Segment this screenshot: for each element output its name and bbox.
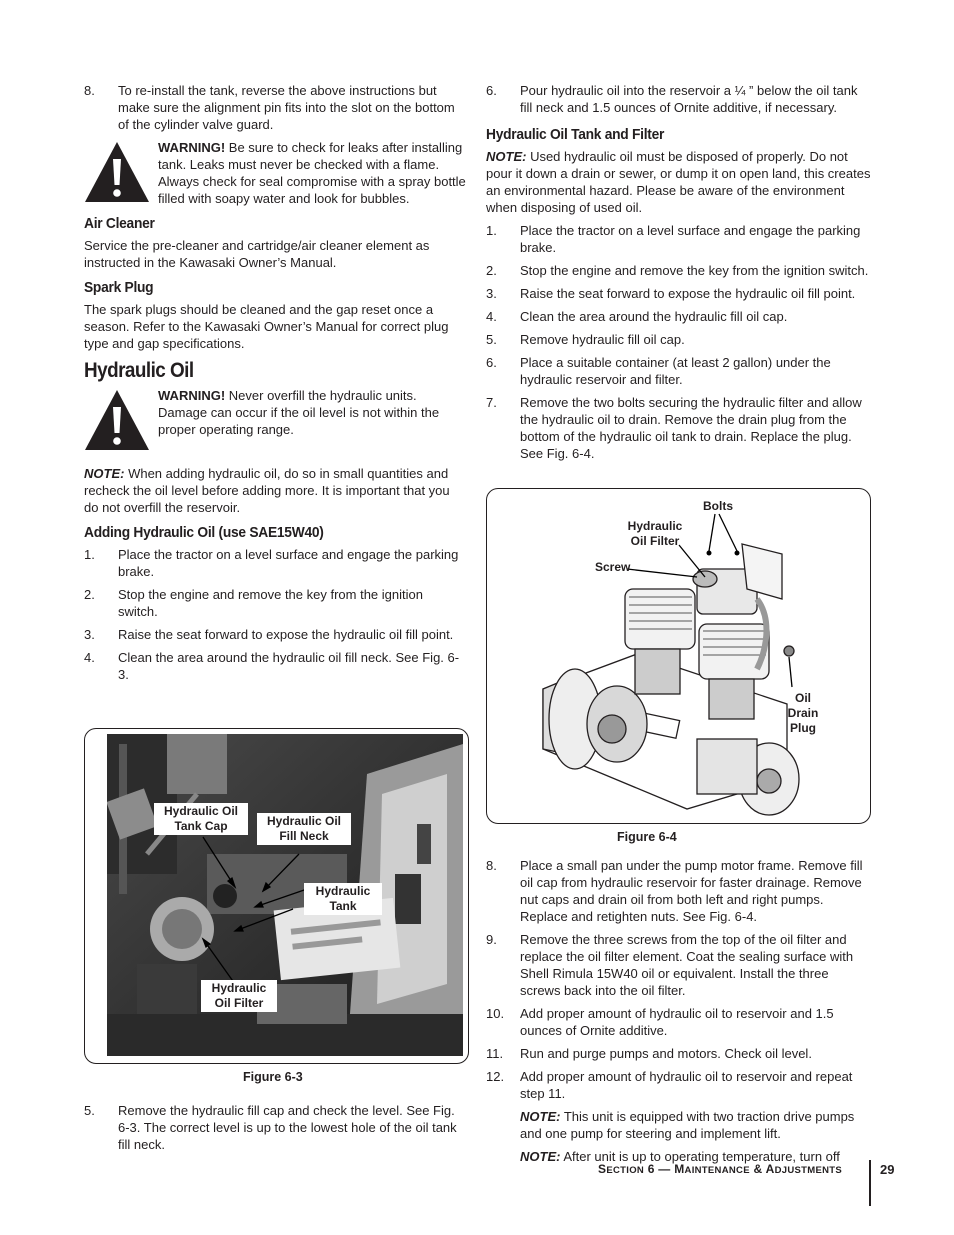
- figure-6-4-frame: [486, 488, 871, 824]
- step-5: 5. Remove the hydraulic fill cap and check the level. See Fig. 6-3. The correct level is up to the lowest hole of the oil tank fill neck.: [84, 1103, 457, 1152]
- heading-adding-hydraulic-oil: Adding Hydraulic Oil (use SAE15W40): [84, 524, 324, 541]
- list-item: 1. Place the tractor on a level surface and engage the parking brake.: [84, 547, 459, 579]
- figure-6-3-leaders: [85, 729, 468, 1063]
- label-hydraulic-tank: Hydraulic Tank: [304, 883, 382, 915]
- list-item: 3. Raise the seat forward to expose the hydraulic oil fill point.: [84, 627, 454, 642]
- note-small-quantities: NOTE: When adding hydraulic oil, do so in small quantities and recheck the oil level before adding more. It is important that you do not overfill the reservoir.: [84, 466, 450, 515]
- list-item: 11. Run and purge pumps and motors. Check oil level.: [486, 1046, 812, 1061]
- adding-steps-list: [84, 546, 466, 683]
- right-column: [486, 82, 871, 468]
- figure-6-4-caption: Figure 6-4: [617, 830, 677, 844]
- warning-leaks: WARNING! Be sure to check for leaks after installing tank. Leaks must never be checked with a flame. Always check for seal compromise with a spray bottle filled with soapy water and look for bubbles.: [84, 139, 466, 207]
- right-column-bottom: [486, 857, 871, 1171]
- list-item: 3. Raise the seat forward to expose the hydraulic oil fill point.: [486, 286, 856, 301]
- footer-divider: [869, 1160, 871, 1206]
- label-hydraulic-oil-fill-neck: Hydraulic Oil Fill Neck: [257, 813, 351, 845]
- heading-spark-plug: Spark Plug: [84, 279, 154, 296]
- list-item: 6. Place a suitable container (at least 2 gallon) under the hydraulic reservoir and filter.: [486, 355, 831, 387]
- list-item: 4. Clean the area around the hydraulic oil fill neck. See Fig. 6-3.: [84, 650, 460, 682]
- list-item: 4. Clean the area around the hydraulic fill oil cap.: [486, 309, 788, 324]
- left-column: [84, 82, 466, 689]
- warning-exclamation-icon: [84, 141, 150, 203]
- list-item: 2. Stop the engine and remove the key from the ignition switch.: [84, 587, 423, 619]
- step-8: 8. To re-install the tank, reverse the above instructions but make sure the alignment pin fits into the slot on the bottom of the cylinder valve guard.: [84, 83, 455, 132]
- list-item: 2. Stop the engine and remove the key from the ignition switch.: [486, 263, 869, 278]
- label-oil-drain-plug: Oil Drain Plug: [787, 691, 819, 735]
- list-item: 8. Place a small pan under the pump motor frame. Remove fill oil cap from hydraulic reservoir for faster drainage. Remove nut caps and drain oil from both left and right pumps. Replace and retighten nuts. See Fig. 6-4.: [486, 858, 863, 924]
- air-cleaner-text: Service the pre-cleaner and cartridge/air cleaner element as instructed in the Kawasaki Owner’s Manual.: [84, 238, 430, 270]
- tank-filter-steps-list: [486, 222, 871, 462]
- warning-exclamation-icon: [84, 389, 150, 451]
- heading-air-cleaner: Air Cleaner: [84, 215, 155, 232]
- list-item: 5. Remove hydraulic fill oil cap.: [486, 332, 685, 347]
- list-item: 12. Add proper amount of hydraulic oil to reservoir and repeat step 11.: [486, 1069, 853, 1101]
- list-item: 1. Place the tractor on a level surface and engage the parking brake.: [486, 223, 861, 255]
- label-hydraulic-oil-filter-fig4: Hydraulic Oil Filter: [627, 519, 683, 548]
- label-screw: Screw: [595, 560, 631, 574]
- note-operating-temperature: NOTE: After unit is up to operating temperature, turn off: [520, 1149, 840, 1164]
- heading-hydraulic-oil: Hydraulic Oil: [84, 359, 194, 382]
- heading-hydraulic-oil-tank-and-filter: Hydraulic Oil Tank and Filter: [486, 126, 665, 143]
- spark-plug-text: The spark plugs should be cleaned and the gap reset once a season. Refer to the Kawasaki Owner’s Manual for correct plug type and gap specifications.: [84, 302, 449, 351]
- list-item: 9. Remove the three screws from the top of the oil filter and replace the oil filter element. Coat the sealing surface with Shell Rimula 15W40 oil or equivalent. Install the three screws back into the oil filter.: [486, 932, 854, 998]
- label-hydraulic-oil-tank-cap: Hydraulic Oil Tank Cap: [154, 803, 248, 835]
- figure-6-3-caption: Figure 6-3: [243, 1070, 303, 1084]
- figure-6-3-frame: [84, 728, 469, 1064]
- section-footer: SECTION 6 — MAINTENANCE & ADJUSTMENTS: [598, 1162, 842, 1176]
- label-bolts: Bolts: [703, 499, 733, 513]
- note-disposal: NOTE: Used hydraulic oil must be disposed of properly. Do not pour it down a drain or sewer, or dump it on open land, this creates an environmental hazard. Please be aware of the environment when disposing of used oil.: [486, 149, 871, 215]
- step-6: 6. Pour hydraulic oil into the reservoir a ¼ ” below the oil tank fill neck and 1.5 ounces of Ornite additive, if necessary.: [486, 83, 858, 115]
- label-hydraulic-oil-filter: Hydraulic Oil Filter: [201, 980, 277, 1012]
- warning-overfill: WARNING! Never overfill the hydraulic units. Damage can occur if the oil level is not within the proper operating range.: [84, 387, 466, 451]
- list-item: 10. Add proper amount of hydraulic oil to reservoir and 1.5 ounces of Ornite additive.: [486, 1006, 834, 1038]
- list-item: 7. Remove the two bolts securing the hydraulic filter and allow the hydraulic oil to drain. Remove the drain plug from the bottom of the hydraulic oil tank to drain. Replace the plug. See Fig. 6-4.: [486, 395, 862, 461]
- left-column-bottom: [84, 1102, 466, 1159]
- note-pumps: NOTE: This unit is equipped with two traction drive pumps and one pump for steering and implement lift.: [520, 1109, 855, 1141]
- page-number: 29: [880, 1162, 895, 1177]
